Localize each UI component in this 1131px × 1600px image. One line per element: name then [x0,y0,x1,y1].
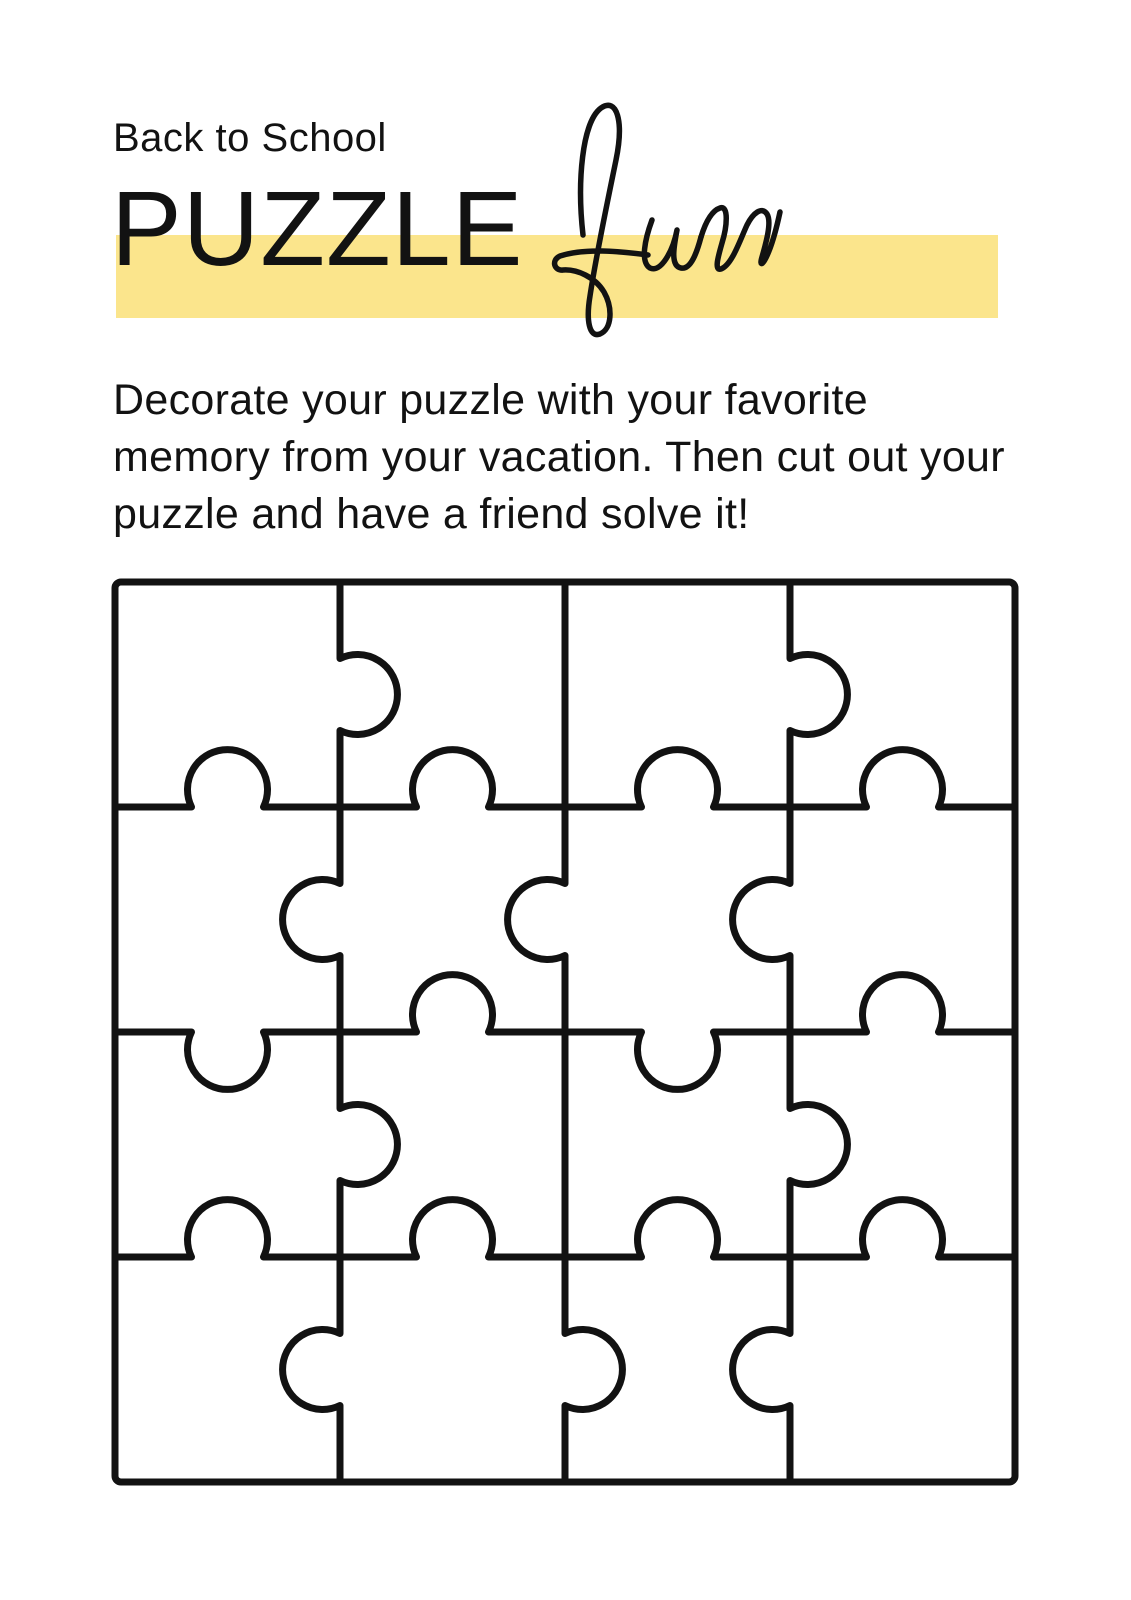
instructions-line-2: memory from your vacation. Then cut out your [113,433,1005,481]
script-letter-f [555,105,648,334]
page-title: PUZZLE [111,170,524,288]
script-letter-u [644,220,701,269]
instructions-line-3: puzzle and have a friend solve it! [113,490,750,538]
instructions-line-1: Decorate your puzzle with your favorite [113,376,868,424]
script-letter-n [701,208,780,269]
script-word-fun [540,85,800,355]
eyebrow-title: Back to School [113,116,387,160]
